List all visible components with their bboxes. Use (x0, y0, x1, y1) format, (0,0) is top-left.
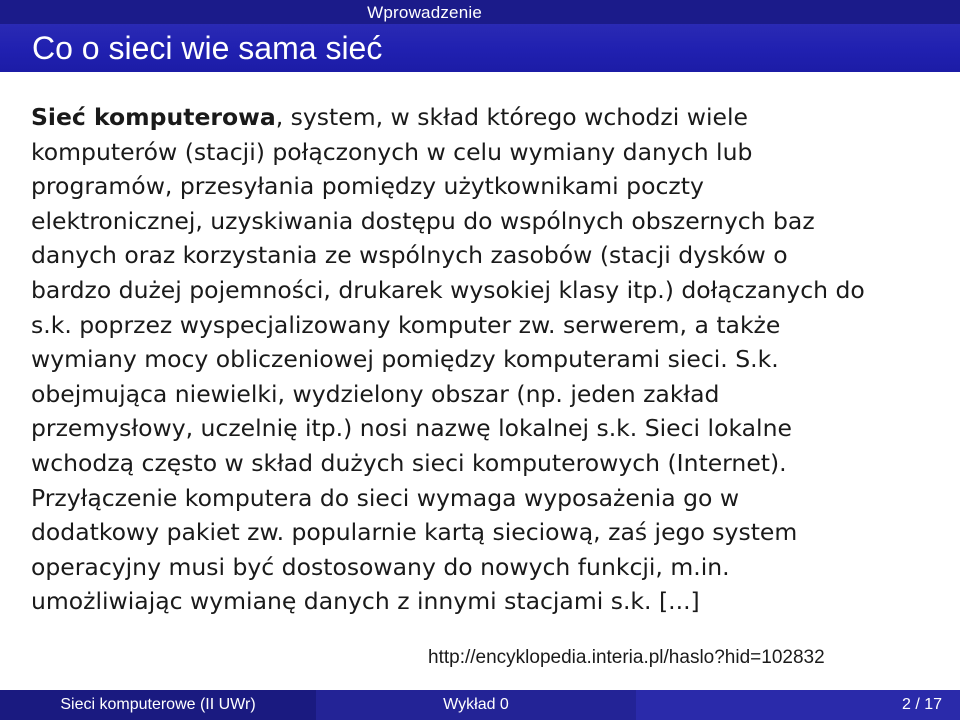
text-line: s.k. poprzez wyspecjalizowany komputer zw. serwerem, a także (31, 310, 781, 339)
text-line: przemysłowy, uczelnię itp.) nosi nazwę lokalnej s.k. Sieci lokalne (31, 414, 792, 443)
text-line-segment: , system, w skład którego wchodzi wiele (275, 103, 748, 131)
text-line: obejmująca niewielki, wydzielony obszar (np. jeden zakład (31, 379, 720, 408)
source-link[interactable]: http://encyklopedia.interia.pl/haslo?hid=102832 (428, 647, 825, 668)
footer-lecture: Wykład 0 (316, 690, 636, 720)
text-line: danych oraz korzystania ze wspólnych zasobów (stacji dysków o (31, 241, 788, 270)
section-label[interactable]: Wprowadzenie (367, 3, 482, 22)
text-line: komputerów (stacji) połączonych w celu wymiany danych lub (31, 137, 753, 166)
definition-paragraph (31, 100, 936, 619)
text-line: bardzo dużej pojemności, drukarek wysokiej klasy itp.) dołączanych do (31, 275, 865, 304)
footer-course: Sieci komputerowe (II UWr) (0, 690, 316, 720)
text-line: umożliwiając wymianę danych z innymi stacjami s.k. [...] (31, 587, 700, 616)
footer-page-number: 2 / 17 (636, 690, 960, 720)
defined-term: Sieć komputerowa (31, 103, 276, 131)
text-line: dodatkowy pakiet zw. popularnie kartą sieciową, zaś jego system (31, 518, 798, 547)
text-line: programów, przesyłania pomiędzy użytkownikami poczty (31, 172, 704, 201)
footer-bar (0, 690, 960, 720)
text-line: wchodzą często w skład dużych sieci komputerowych (Internet). (31, 448, 787, 477)
text-line (31, 100, 936, 135)
text-line: Przyłączenie komputera do sieci wymaga wyposażenia go w (31, 483, 740, 512)
text-line: operacyjny musi być dostosowany do nowych funkcji, m.in. (31, 552, 730, 581)
text-line: wymiany mocy obliczeniowej pomiędzy komputerami sieci. S.k. (31, 345, 779, 374)
text-line: elektronicznej, uzyskiwania dostępu do wspólnych obszernych baz (31, 206, 815, 235)
frame-title: Co o sieci wie sama sieć (32, 30, 383, 66)
